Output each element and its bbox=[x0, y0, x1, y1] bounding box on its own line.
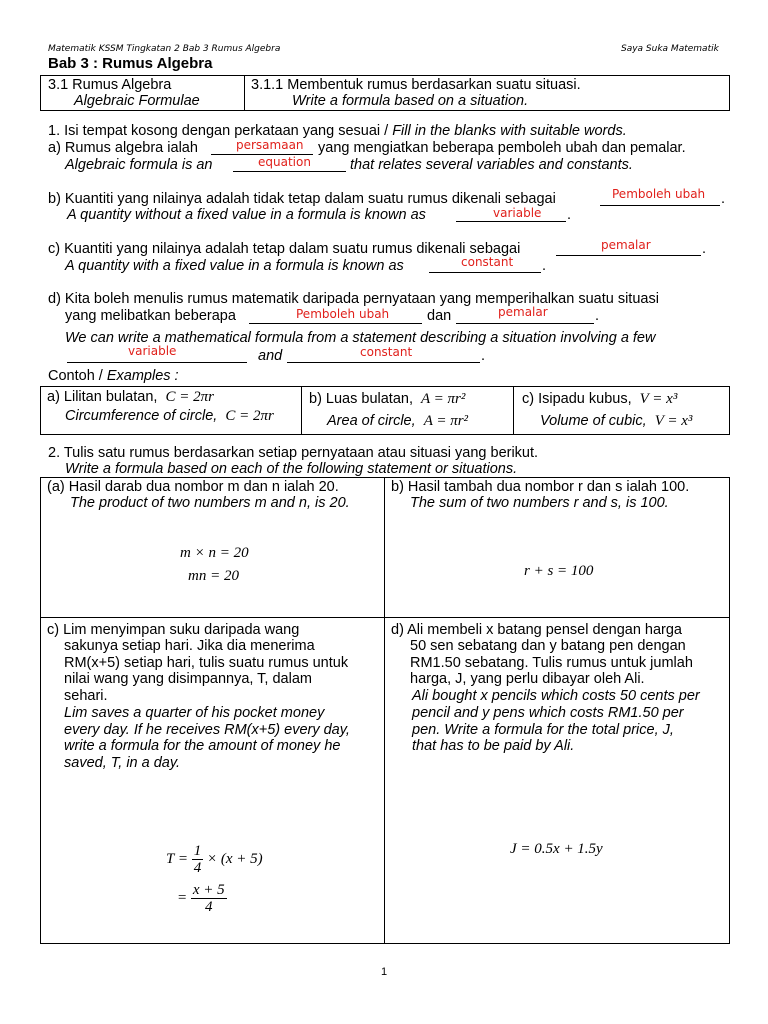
q1d-ms-line1: d) Kita boleh menulis rumus matematik daripada pernyataan yang memperihalkan suatu situasi bbox=[48, 291, 659, 307]
q2c-answer-line2 bbox=[177, 880, 227, 916]
examples-divider-2 bbox=[513, 386, 514, 435]
q2c-answer-fraction bbox=[192, 843, 204, 876]
q1d-en-blank1 bbox=[67, 362, 247, 363]
q2c-answer-line1 bbox=[166, 841, 263, 877]
q2c-answer-denominator: 4 bbox=[193, 860, 202, 877]
q1d-en-and: and bbox=[258, 348, 283, 364]
q2b-answer: r + s = 100 bbox=[524, 563, 594, 579]
q2d-en-1: pencil and y pens which costs RM1.50 per bbox=[412, 705, 684, 721]
q1b-ms-pre: b) Kuantiti yang nilainya adalah tidak tetap dalam suatu rumus dikenali sebagai bbox=[48, 191, 556, 207]
q2-instruction-en: Write a formula based on each of the following statement or situations. bbox=[65, 461, 518, 477]
q2c-answer-rest: × (x + 5) bbox=[206, 851, 263, 867]
q2a-answer-2: mn = 20 bbox=[188, 568, 239, 584]
examples-label-en: Examples : bbox=[106, 368, 179, 384]
q1d-ms-period: . bbox=[595, 308, 600, 324]
q2d-ms-0: d) Ali membeli x batang pensel dengan harga bbox=[391, 622, 682, 638]
example-a-formula-1: C = 2πr bbox=[165, 389, 214, 405]
q1b-en-pre: A quantity without a fixed value in a formula is known as bbox=[67, 207, 426, 223]
header-left: Matematik KSSM Tingkatan 2 Bab 3 Rumus Algebra bbox=[48, 44, 281, 54]
q2c-answer2-numerator: x + 5 bbox=[192, 882, 225, 899]
example-c-en-row bbox=[540, 413, 692, 430]
q1c-ms-pre: c) Kuantiti yang nilainya adalah tetap dalam suatu rumus dikenali sebagai bbox=[48, 241, 521, 257]
header-right: Saya Suka Matematik bbox=[621, 44, 719, 54]
q1b-answer-ms: Pemboleh ubah bbox=[612, 187, 706, 201]
q2d-ms-3: harga, J, yang perlu dibayar oleh Ali. bbox=[410, 671, 645, 687]
q2c-ms-3: nilai wang yang disimpannya, T, dalam bbox=[64, 671, 312, 687]
q1b-ms-blank bbox=[600, 205, 720, 206]
q1d-ms-and: dan bbox=[427, 308, 452, 324]
q1c-answer-en: constant bbox=[461, 255, 514, 269]
q1d-answer1-en: variable bbox=[128, 344, 177, 358]
q1d-answer2-en: constant bbox=[360, 345, 413, 359]
q2c-en-3: saved, T, in a day. bbox=[64, 755, 181, 771]
q1c-answer-ms: pemalar bbox=[601, 238, 651, 252]
topic-right-line1: 3.1.1 Membentuk rumus berdasarkan suatu situasi. bbox=[251, 77, 581, 93]
examples-label bbox=[48, 368, 179, 384]
q2c-en-1: every day. If he receives RM(x+5) every day, bbox=[64, 722, 350, 738]
q1-instruction bbox=[48, 123, 627, 139]
example-a-ms: a) Lilitan bulatan, bbox=[47, 389, 158, 405]
q2-grid-vdivider bbox=[384, 477, 385, 944]
example-b-formula-1: A = πr² bbox=[421, 391, 466, 407]
q1b-answer-en: variable bbox=[493, 206, 542, 220]
page-title: Bab 3 : Rumus Algebra bbox=[48, 55, 213, 72]
example-b-en-row bbox=[327, 413, 468, 430]
q1d-en-line1: We can write a mathematical formula from a statement describing a situation involving a few bbox=[65, 330, 656, 346]
q2c-answer-numerator: 1 bbox=[193, 843, 202, 860]
q1a-ms-pre: a) Rumus algebra ialah bbox=[48, 140, 198, 156]
example-c-formula-1: V = x³ bbox=[639, 391, 678, 407]
q2c-answer2-denominator: 4 bbox=[205, 899, 213, 916]
q1d-ms-blank1 bbox=[249, 323, 422, 324]
example-b bbox=[309, 391, 465, 408]
q2d-answer: J = 0.5x + 1.5y bbox=[510, 841, 603, 857]
q2a-answer-1: m × n = 20 bbox=[180, 545, 249, 561]
q1-instruction-ms: 1. Isi tempat kosong dengan perkataan yang sesuai / bbox=[48, 123, 393, 139]
q2a-en: The product of two numbers m and n, is 20. bbox=[70, 495, 350, 511]
q2b-en: The sum of two numbers r and s, is 100. bbox=[410, 495, 669, 511]
q2c-answer2-eq: = bbox=[177, 890, 188, 906]
topic-right-line2: Write a formula based on a situation. bbox=[292, 93, 529, 109]
q2-grid-hdivider bbox=[40, 617, 730, 618]
example-c-en: Volume of cubic, bbox=[540, 413, 647, 429]
q2c-ms-0: c) Lim menyimpan suku daripada wang bbox=[47, 622, 300, 638]
example-c-ms: c) Isipadu kubus, bbox=[522, 391, 632, 407]
q1c-ms-period: . bbox=[702, 241, 707, 257]
example-b-en: Area of circle, bbox=[327, 413, 416, 429]
example-b-ms: b) Luas bulatan, bbox=[309, 391, 413, 407]
q1d-ms-line2-pre: yang melibatkan beberapa bbox=[65, 308, 236, 324]
q2-instruction-ms: 2. Tulis satu rumus berdasarkan setiap pernyataan atau situasi yang berikut. bbox=[48, 445, 539, 461]
q2d-en-3: that has to be paid by Ali. bbox=[412, 738, 575, 754]
q2d-en-0: Ali bought x pencils which costs 50 cents per bbox=[412, 688, 700, 704]
examples-divider-1 bbox=[301, 386, 302, 435]
q1a-ms-post: yang mengiatkan beberapa pemboleh ubah dan pemalar. bbox=[318, 140, 686, 156]
q2c-answer2-fraction bbox=[191, 882, 227, 915]
q2a-ms: (a) Hasil darab dua nombor m dan n ialah 20. bbox=[47, 479, 339, 495]
q2c-en-2: write a formula for the amount of money he bbox=[64, 738, 341, 754]
q1a-en-blank bbox=[233, 171, 346, 172]
q2c-ms-4: sehari. bbox=[64, 688, 108, 704]
q2c-ms-1: sakunya setiap hari. Jika dia menerima bbox=[64, 638, 315, 654]
q1d-answer2-ms: pemalar bbox=[498, 305, 548, 319]
q1b-ms-period: . bbox=[721, 191, 726, 207]
q1d-en-blank2 bbox=[287, 362, 480, 363]
q1d-en-period: . bbox=[481, 348, 486, 364]
q2b-ms: b) Hasil tambah dua nombor r dan s ialah 100. bbox=[391, 479, 690, 495]
page-number: 1 bbox=[381, 966, 388, 978]
q1-instruction-en: Fill in the blanks with suitable words. bbox=[392, 123, 627, 139]
q2d-ms-2: RM1.50 sebatang. Tulis rumus untuk jumlah bbox=[410, 655, 693, 671]
q2c-en-0: Lim saves a quarter of his pocket money bbox=[64, 705, 325, 721]
q1a-answer-en: equation bbox=[258, 155, 311, 169]
example-a-en-row bbox=[65, 408, 274, 425]
q1c-ms-blank bbox=[556, 255, 701, 256]
example-b-formula-2: A = πr² bbox=[423, 413, 469, 429]
q1a-answer-ms: persamaan bbox=[236, 138, 304, 152]
topic-left-line2: Algebraic Formulae bbox=[74, 93, 200, 109]
q1d-ms-blank2 bbox=[456, 323, 594, 324]
q1b-en-blank bbox=[456, 221, 566, 222]
q2d-ms-1: 50 sen sebatang dan y batang pen dengan bbox=[410, 638, 686, 654]
q1b-en-period: . bbox=[567, 207, 572, 223]
q1c-en-pre: A quantity with a fixed value in a formula is known as bbox=[65, 258, 404, 274]
examples-label-ms: Contoh / bbox=[48, 368, 107, 384]
example-c bbox=[522, 391, 677, 408]
q1c-en-blank bbox=[429, 272, 541, 273]
example-a-en: Circumference of circle, bbox=[65, 408, 218, 424]
q1a-en-post: that relates several variables and constants. bbox=[350, 157, 633, 173]
topic-left-line1: 3.1 Rumus Algebra bbox=[48, 77, 172, 93]
q2d-en-2: pen. Write a formula for the total price, J, bbox=[412, 722, 674, 738]
q2c-answer-lhs: T = bbox=[166, 851, 188, 867]
q1c-en-period: . bbox=[542, 258, 547, 274]
example-c-formula-2: V = x³ bbox=[654, 413, 693, 429]
example-a-formula-2: C = 2πr bbox=[225, 408, 274, 424]
q1a-en-pre: Algebraic formula is an bbox=[65, 157, 213, 173]
topic-divider bbox=[244, 75, 245, 111]
q1d-answer1-ms: Pemboleh ubah bbox=[296, 307, 390, 321]
example-a bbox=[47, 389, 214, 406]
q2c-ms-2: RM(x+5) setiap hari, tulis suatu rumus untuk bbox=[64, 655, 349, 671]
